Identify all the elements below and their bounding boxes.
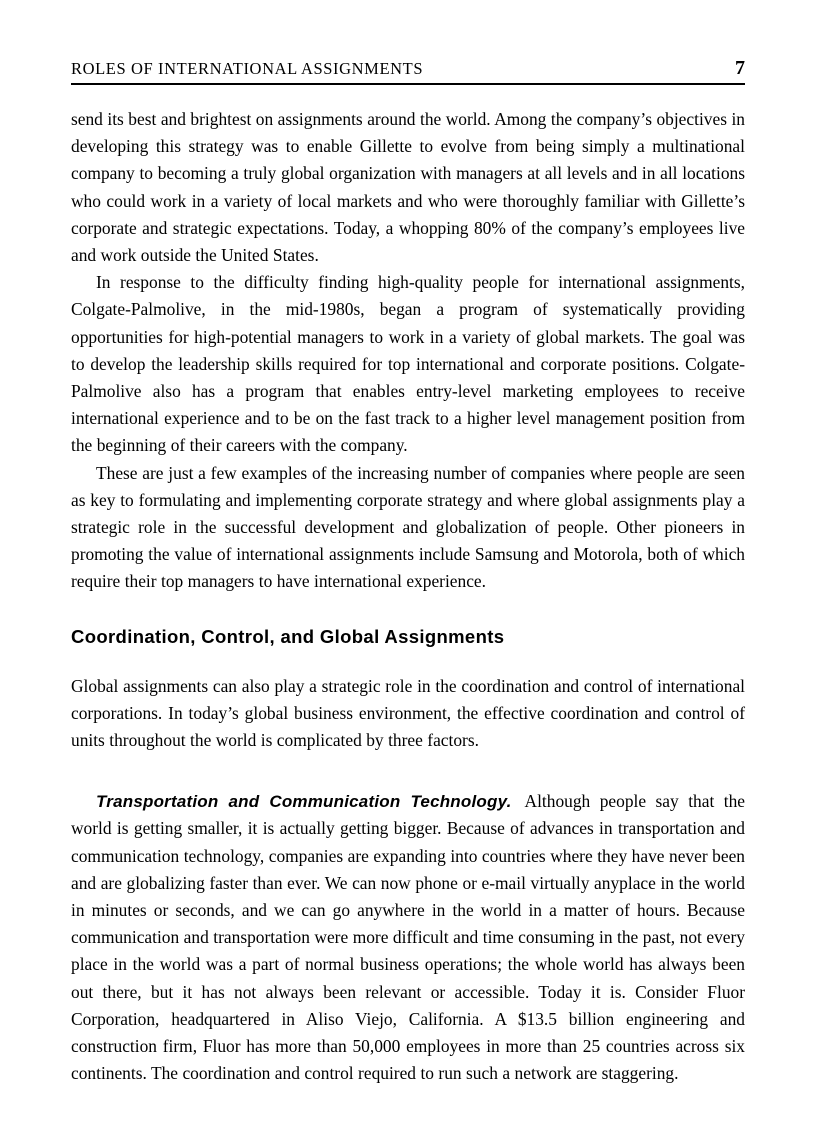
body-text: [71, 106, 745, 1088]
running-head-title: ROLES OF INTERNATIONAL ASSIGNMENTS: [71, 59, 424, 78]
spacer-before-heading: [71, 596, 745, 624]
run-in-heading: Transportation and Communication Technology.: [96, 792, 512, 812]
paragraph-subsection: [71, 788, 745, 1087]
running-head: [71, 56, 745, 80]
page-content: [71, 56, 745, 1088]
page-number: 7: [735, 57, 745, 79]
subsection-text: Although people say that the world is getting smaller, it is actually getting bigger. Because of advances in transportation and communication technology, companies are expanding into countries where they have never been and are globalizing faster than ever. We can now phone or e-mail virtually anyplace in the world in minutes or seconds, and we can go anywhere in the world in a matter of hours. Because communication and transportation were more difficult and time consuming in the past, not every place in the world was a part of normal business operations; the whole world has always been out there, but it has not always been relevant or accessible. Today it is. Consider Fluor Corporation, headquartered in Aliso Viejo, California. A $13.5 billion engineering and construction firm, Fluor has more than 50,000 employees in more than 25 countries across six continents. The coordination and control required to run such a network are staggering.: [71, 791, 745, 1084]
paragraph-gillette-continuation: send its best and brightest on assignments around the world. Among the company’s objectives in developing this strategy was to enable Gillette to evolve from being simply a multinational company to becoming a truly global organization with managers at all levels and in all locations who could work in a variety of local markets and who were thoroughly familiar with Gillette’s corporate and strategic expectations. Today, a whopping 80% of the company’s employees live and work outside the United States.: [71, 109, 745, 266]
spacer-after-heading: [71, 650, 745, 673]
paragraph-section-intro: Global assignments can also play a strategic role in the coordination and control of international corporations. In today’s global business environment, the effective coordination and control of units throughout the world is complicated by three factors.: [71, 675, 745, 751]
spacer-before-run-in: [71, 754, 745, 788]
paragraph-examples-summary: These are just a few examples of the increasing number of companies where people are seen as key to formulating and implementing corporate strategy and where global assignments play a strategic role in the successful development and globalization of people. Other pioneers in promoting the value of international assignments include Samsung and Motorola, both of which require their top managers to have international experience.: [71, 462, 745, 592]
header-rule: [71, 83, 745, 85]
paragraph-colgate-palmolive: In response to the difficulty finding high-quality people for international assignments, Colgate-Palmolive, in the mid-1980s, began a program of systematically providing opportunities for high-potential managers to work in a variety of global markets. The goal was to develop the leadership skills required for top international and corporate positions. Colgate-Palmolive also has a program that enables entry-level marketing employees to receive international experience and to be on the fast track to a higher level management position from the beginning of their careers with the company.: [71, 272, 745, 456]
section-heading: Coordination, Control, and Global Assignments: [71, 625, 505, 647]
